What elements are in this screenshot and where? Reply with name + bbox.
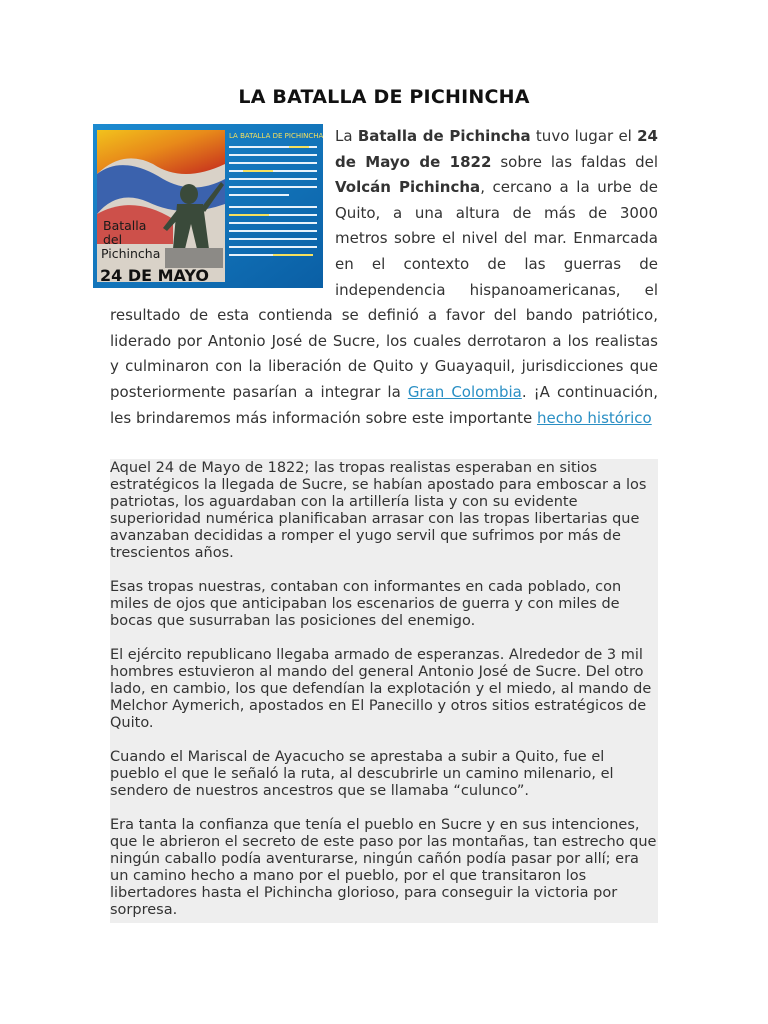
figure-caption-line1: Batalla bbox=[103, 218, 147, 233]
intro-text: . ¡A continuación, les brindaremos más información sobre este importante bbox=[110, 382, 658, 427]
page-title: LA BATALLA DE PICHINCHA bbox=[238, 86, 530, 108]
gran-colombia-link[interactable]: Gran Colombia bbox=[407, 382, 522, 401]
battle-illustration bbox=[93, 124, 323, 288]
intro-text: tuvo lugar el bbox=[530, 127, 638, 145]
figure-caption-line3: Pichincha bbox=[101, 246, 161, 261]
intro-text: sobre las faldas del bbox=[491, 152, 659, 171]
intro-bold-date: 24 de Mayo de 1822 bbox=[335, 127, 658, 171]
figure-caption-line2: del bbox=[103, 232, 123, 247]
quote-paragraph-2: Esas tropas nuestras, contaban con informantes en cada poblado, con miles de ojos que anticipaban los escenarios de guerra y con miles de bocas que susurraban las posiciones del enemigo. bbox=[110, 579, 622, 629]
hecho-historico-link[interactable]: hecho histórico bbox=[536, 408, 652, 427]
intro-paragraph bbox=[100, 124, 659, 431]
quote-paragraph-5: Era tanta la confianza que tenía el pueblo en Sucre y en sus intenciones, que le abrieron el secreto de este paso por las montañas, tan estrecho que ningún caballo podía aventurarse, ningún cañón podía pasar por allí; era un camino hecho a mano por el pueblo, por el que transitaron los libertadores hasta el Pichincha glorioso, para conseguir la victoria por sorpresa. bbox=[110, 817, 657, 918]
quote-paragraph-4: Cuando el Mariscal de Ayacucho se aprestaba a subir a Quito, fue el pueblo el que le señaló la ruta, al descubrirle un camino milenario, el sendero de nuestros ancestros que se llamaba “culunco”. bbox=[110, 749, 614, 799]
intro-text: La bbox=[335, 127, 358, 145]
quote-block bbox=[110, 459, 658, 923]
figure-date-label: 24 DE MAYO bbox=[100, 266, 210, 285]
figure-panel-title: LA BATALLA DE PICHINCHA bbox=[229, 132, 323, 140]
intro-bold-battle: Batalla de Pichincha bbox=[357, 127, 531, 145]
intro-bold-volcano: Volcán Pichincha bbox=[335, 178, 481, 197]
intro-text: , cercano a la urbe de Quito, a una altura de más de 3000 metros sobre el nivel del mar. Enmarcada en el contexto de las guerras de independencia hispanoamericanas, el resultado de esta contienda se definió a favor del bando patriótico, liderado por Antonio José de Sucre, los cuales derrotaron a los realistas y culminaron con la liberación de Quito y Guayaquil, jurisdicciones que posteriormente pasarían a integrar la bbox=[110, 178, 658, 401]
quote-paragraph-3: El ejército republicano llegaba armado de esperanzas. Alrededor de 3 mil hombres estuvieron al mando del general Antonio José de Sucre. Del otro lado, en cambio, los que defendían la explotación y el miedo, al mando de Melchor Aymerich, apostados en El Panecillo y otros sitios estratégicos de Quito. bbox=[110, 647, 652, 731]
quote-paragraph-1: Aquel 24 de Mayo de 1822; las tropas realistas esperaban en sitios estratégicos la llegada de Sucre, se habían apostado para emboscar a los patriotas, los aguardaban con la artillería lista y con su evidente superioridad numérica planificaban arrasar con las tropas libertarias que avanzaban decididas a romper el yugo servil que sufrimos por más de trescientos años. bbox=[110, 460, 647, 561]
